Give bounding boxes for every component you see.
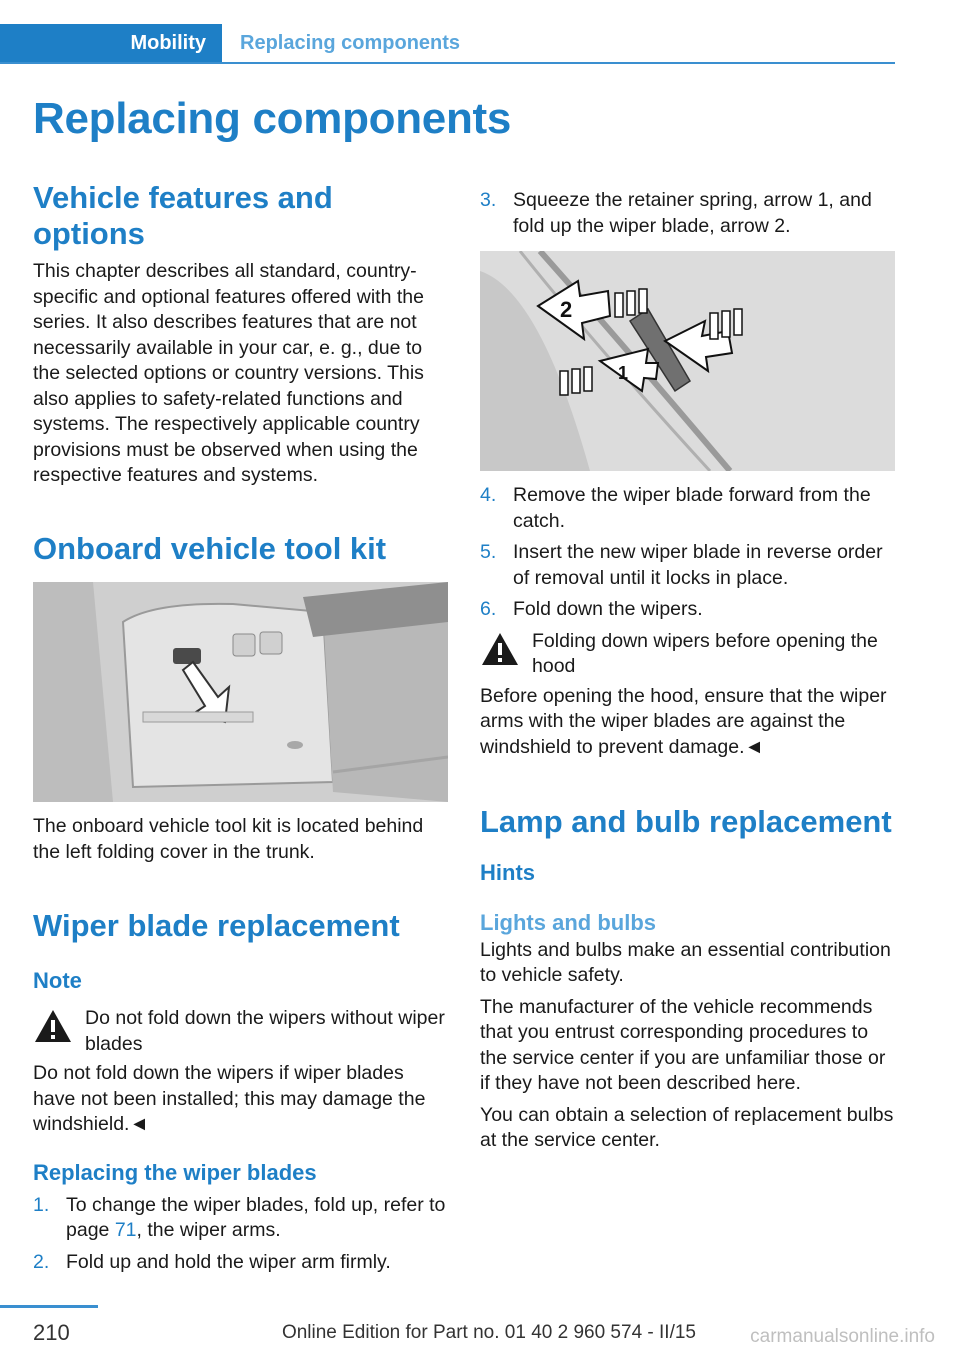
list-item [33,1193,448,1244]
toolkit-heading: Onboard vehicle tool kit [33,530,387,566]
hints-heading: Hints [480,859,535,885]
obtain-text: You can obtain a selection of replacement bulbs at the service center. [480,1103,894,1152]
step-number: 1. [33,1193,50,1216]
step1-text-post: , the wiper arms. [136,1219,281,1242]
features-heading: Vehicle features and options [33,180,333,251]
warning-triangle-icon [33,1008,73,1044]
step-number: 3. [480,189,497,211]
header-tabbar [0,24,895,64]
tab-mobility-label: Mobility [130,31,206,54]
wiper-blade-image [480,251,895,471]
step-number: 6. [480,598,497,620]
manufacturer-text: The manufacturer of the vehicle recommends that you entrust corresponding procedures to the service center if you are unfamiliar those or if they have not been described here. [480,995,886,1095]
step-number: 2. [33,1250,50,1273]
features-text: This chapter describes all standard, country-specific and optional features offered with the series. It also describes features that are not necessarily available in your car, e. g., due to the selected options or country versions. This also applies to safety-related functions and systems. The respectively applicable country provisions must be observed when using the respective features and systems. [33,260,424,487]
step-text: Fold up and hold the wiper arm firmly. [66,1250,391,1273]
tab-mobility[interactable] [0,24,222,62]
list-item [480,597,895,623]
step-text: Insert the new wiper blade in reverse order of removal until it locks in place. [513,541,883,589]
steps-list-right-top [480,188,895,239]
page-number: 210 [33,1320,70,1345]
trunk-toolkit-image [33,582,448,802]
lights-text: Lights and bulbs make an essential contribution to vehicle safety. [480,938,891,987]
steps-list-right [480,483,895,623]
wiper-heading: Wiper blade replacement [33,908,400,944]
tab-replacing-components-label: Replacing components [240,31,461,54]
warning-fold-wipers [480,629,895,680]
arrow-label-2: 2 [560,297,573,322]
list-item [480,188,895,239]
step-number: 4. [480,484,497,506]
warning-text: Do not fold down the wipers if wiper blades have not been installed; this may damage the windshield.◄ [33,1062,426,1136]
warning-text: Before opening the hood, ensure that the wiper arms with the wiper blades are against the windshield to prevent damage.◄ [480,684,887,758]
page-link[interactable]: 71 [114,1219,137,1242]
left-column [33,180,448,1281]
warning-title: Do not fold down the wipers without wiper blades [85,1007,445,1055]
toolkit-text: The onboard vehicle tool kit is located behind the left folding cover in the trunk. [33,815,424,863]
arrow-label-1: 1 [618,363,629,383]
list-item [480,540,895,591]
replacing-heading: Replacing the wiper blades [33,1159,317,1185]
warning-triangle-icon [480,631,520,667]
list-item [480,483,895,534]
steps-list-left [33,1193,448,1276]
lights-heading: Lights and bulbs [480,909,656,935]
step-text: Squeeze the retainer spring, arrow 1, and fold up the wiper blade, arrow 2. [513,189,872,237]
list-item [33,1250,448,1276]
step-text [66,1193,448,1244]
wiper-illustration [480,251,895,471]
footer-line [0,1305,98,1308]
warning-title: Folding down wipers before opening the hood [532,629,878,677]
trunk-illustration [33,582,448,802]
right-column [480,180,895,1154]
step-text: Fold down the wipers. [513,598,703,620]
edition-text: Online Edition for Part no. 01 40 2 960 574 - II/15 [281,1322,696,1343]
watermark: carmanualsonline.info [750,1326,935,1347]
note-heading: Note [33,968,82,994]
tab-replacing-components[interactable] [240,24,460,62]
warning-no-blades [33,1006,448,1057]
lamp-heading: Lamp and bulb replacement [480,804,892,839]
page-title: Replacing components [33,94,512,143]
step1-text-pre: To change the wiper blades, fold up, refer to page [66,1193,446,1242]
step-text: Remove the wiper blade forward from the catch. [513,484,871,532]
step-number: 5. [480,541,497,563]
